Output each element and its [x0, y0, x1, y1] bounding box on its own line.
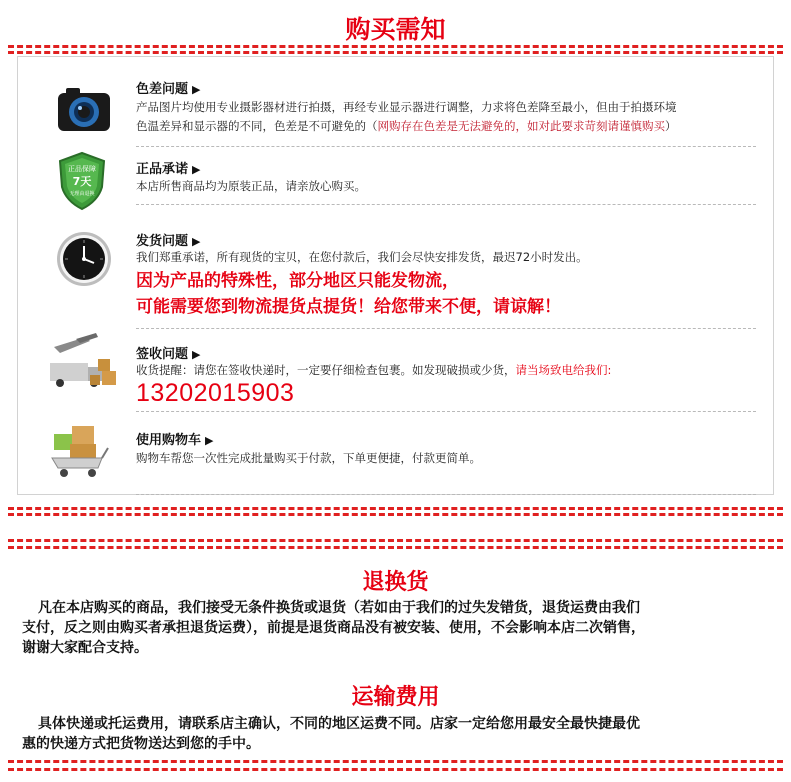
notice-item-text: 收货提醒：请您在签收快递时，一定要仔细检查包裹。如发现破损或少货，请当场致电给我们: — [136, 363, 612, 377]
header-separator-top — [8, 45, 783, 48]
shipping-cost-text: 具体快递或托运费用，请联系店主确认，不同的地区运费不同。店家一定给您用最安全最快捷最优 惠的快递方式把货物送达到您的手中。 — [22, 716, 640, 752]
item-separator — [136, 494, 756, 495]
notice-item-title: 正品承诺 ▶ — [136, 162, 201, 177]
shipping-logistics-warning: 因为产品的特殊性，部分地区只能发物流， — [136, 271, 459, 291]
notice-item-title: 签收问题 ▶ — [136, 347, 201, 362]
triangle-right-icon: ▶ — [192, 348, 201, 361]
item-separator — [136, 411, 756, 412]
section-separator — [8, 546, 783, 549]
notice-item-title: 使用购物车 ▶ — [136, 433, 214, 448]
purchase-notice-panel — [17, 56, 774, 495]
notice-item-text: 产品图片均使用专业摄影器材进行拍摄，再经专业显示器进行调整，力求将色差降至最小，但由于拍摄环境 色温差异和显示器的不同，色差是不可避免的（网购存在色差是无法避免的，如对此要求苛刻请谨慎购买） — [136, 100, 677, 133]
svg-text:7天: 7天 — [72, 175, 92, 188]
cart-icon — [48, 418, 114, 480]
item-separator — [136, 204, 756, 205]
clock-icon — [54, 229, 114, 289]
triangle-right-icon: ▶ — [192, 163, 201, 176]
notice-item-title: 色差问题 ▶ — [136, 82, 201, 97]
triangle-right-icon: ▶ — [192, 235, 201, 248]
item-separator — [136, 328, 756, 329]
svg-text:无理由退换: 无理由退换 — [69, 191, 95, 197]
shipping-cost-title: 运输费用 — [351, 685, 440, 710]
item-separator — [136, 146, 756, 147]
page-title: 购买需知 — [345, 15, 446, 44]
camera-icon — [54, 79, 114, 139]
delivery-icon — [46, 331, 118, 393]
footer-separator — [8, 768, 783, 771]
header-separator-bottom — [8, 51, 783, 54]
section-separator — [8, 539, 783, 542]
section-separator — [8, 507, 783, 510]
notice-item-title: 发货问题 ▶ — [136, 234, 201, 249]
contact-phone: 13202015903 — [136, 379, 295, 407]
notice-item-text: 购物车帮您一次性完成批量购买于付款，下单更便捷，付款更简单。 — [136, 451, 481, 465]
section-separator — [8, 513, 783, 516]
footer-separator — [8, 760, 783, 763]
returns-text: 凡在本店购买的商品，我们接受无条件换货或退货（若如由于我们的过失发错货，退货运费由我们 支付，反之则由购买者承担退货运费），前提是退货商品没有被安装、使用，不会影响本店二次销售， 谢谢大家配合支持。 — [22, 600, 645, 656]
shipping-pickup-warning: 可能需要您到物流提货点提货！给您带来不便，请谅解！ — [136, 297, 561, 317]
notice-item-text: 本店所售商品均为原装正品，请亲放心购买。 — [136, 179, 366, 193]
shield-icon — [56, 151, 108, 211]
svg-text:正品保障: 正品保障 — [68, 165, 96, 173]
returns-title: 退换货 — [362, 570, 429, 595]
triangle-right-icon: ▶ — [192, 83, 201, 96]
triangle-right-icon: ▶ — [205, 434, 214, 447]
notice-item-text: 我们郑重承诺，所有现货的宝贝，在您付款后，我们会尽快安排发货，最迟72小时发出。 — [136, 250, 588, 264]
